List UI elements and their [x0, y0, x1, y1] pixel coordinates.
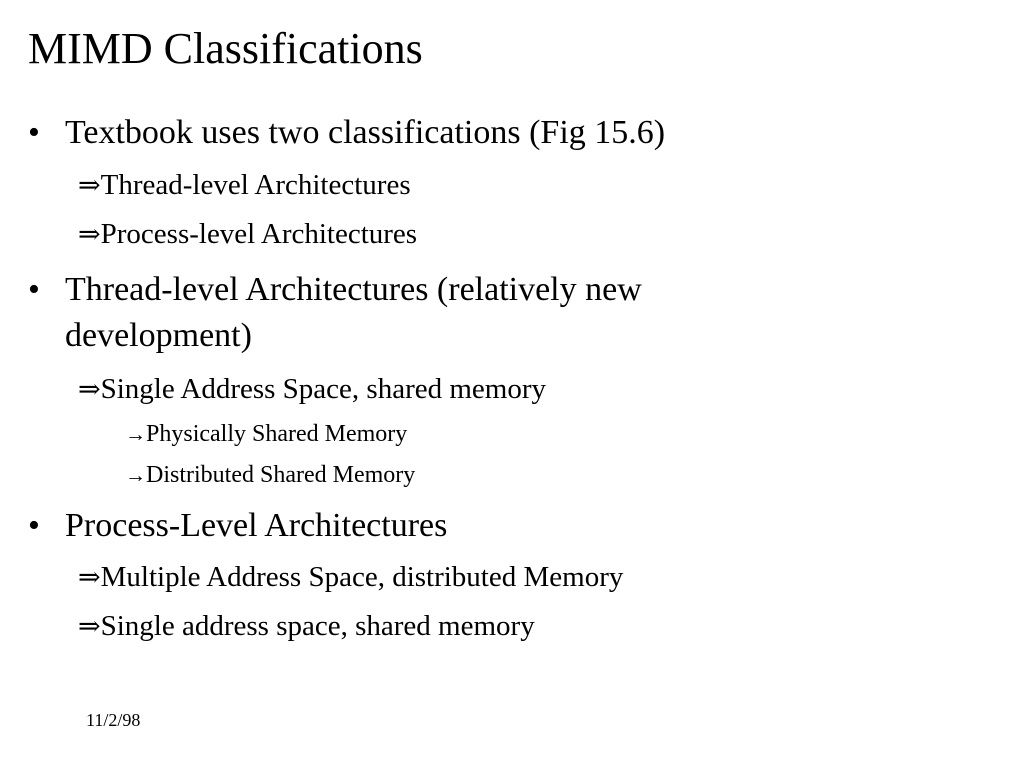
implies-arrow-icon: ⇒ — [78, 611, 101, 641]
sub-item-text: Multiple Address Space, distributed Memory — [100, 561, 624, 593]
bullet-item — [28, 110, 988, 156]
implies-arrow-icon: ⇒ — [78, 170, 101, 200]
subsub-item — [125, 461, 415, 489]
sub-item — [78, 168, 411, 202]
bullet-item — [28, 267, 788, 359]
subsub-item-text: Distributed Shared Memory — [146, 462, 416, 488]
right-arrow-icon: → — [125, 463, 146, 487]
implies-arrow-icon: ⇒ — [78, 219, 101, 249]
sub-item — [78, 560, 623, 594]
sub-item-text: Thread-level Architectures — [100, 169, 411, 201]
subsub-item-text: Physically Shared Memory — [146, 421, 408, 447]
bullet-item — [28, 503, 988, 549]
bullet-dot: • — [28, 507, 40, 544]
sub-item-text: Process-level Architectures — [100, 218, 418, 250]
bullet-dot: • — [28, 271, 40, 308]
subsub-item — [125, 420, 407, 448]
sub-item-text: Single address space, shared memory — [100, 610, 535, 642]
slide-title: MIMD Classifications — [28, 24, 423, 73]
sub-item-text: Single Address Space, shared memory — [100, 373, 547, 405]
sub-item — [78, 217, 417, 251]
implies-arrow-icon: ⇒ — [78, 562, 101, 592]
sub-item — [78, 609, 535, 643]
sub-item — [78, 372, 546, 406]
bullet-text: Thread-level Architectures (relatively new development) — [65, 271, 642, 354]
footer-date: 11/2/98 — [86, 710, 141, 730]
bullet-dot: • — [28, 114, 40, 151]
implies-arrow-icon: ⇒ — [78, 374, 101, 404]
right-arrow-icon: → — [125, 422, 146, 446]
bullet-text: Textbook uses two classifications (Fig 15.6) — [65, 114, 666, 151]
bullet-text: Process-Level Architectures — [65, 507, 448, 544]
